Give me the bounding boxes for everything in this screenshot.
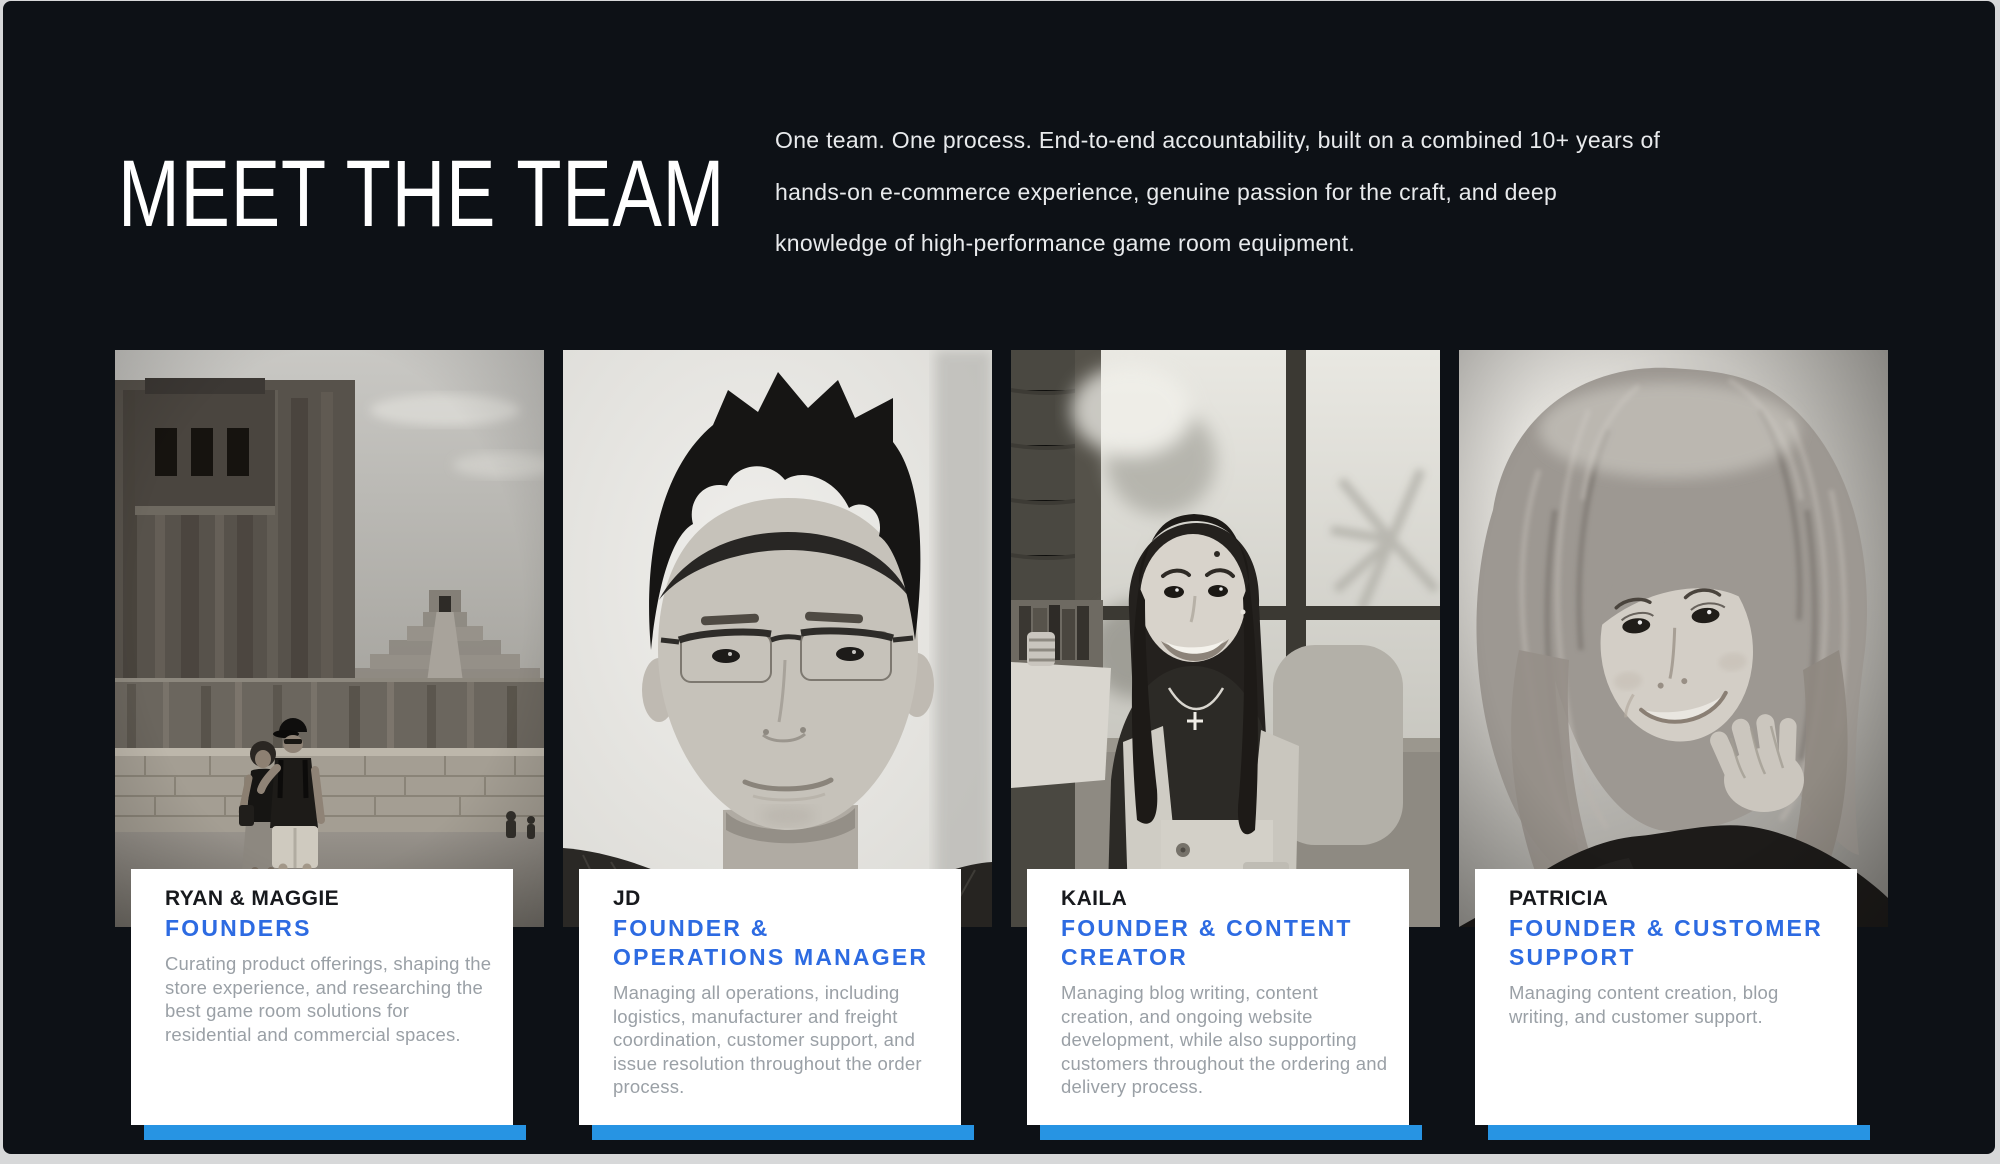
member-description: Managing content creation, blog writing, and customer support.	[1509, 982, 1779, 1027]
team-card-jd	[563, 350, 992, 1140]
accent-bar	[1488, 1125, 1870, 1140]
member-role: FOUNDERS	[165, 915, 312, 941]
member-info-card	[1027, 869, 1409, 1125]
patricia-photo	[1459, 350, 1888, 927]
intro-line-3: knowledge of high-performance game room equipment.	[775, 230, 1356, 256]
section-intro	[775, 115, 1875, 270]
member-name: RYAN & MAGGIE	[165, 887, 339, 910]
accent-bar	[1040, 1125, 1422, 1140]
member-role: FOUNDER & OPERATIONS MANAGER	[613, 915, 929, 970]
ryan-maggie-photo	[115, 350, 544, 927]
kaila-photo	[1011, 350, 1440, 927]
member-description: Managing all operations, including logistics, manufacturer and freight coordination, customer support, and issue resolution throughout the order process.	[613, 982, 922, 1097]
section-title: MEET THE TEAM	[118, 141, 726, 247]
member-info-card	[131, 869, 513, 1125]
member-role: FOUNDER & CONTENT CREATOR	[1061, 915, 1353, 970]
member-name: JD	[613, 887, 641, 910]
team-card-kaila	[1011, 350, 1440, 1140]
accent-bar	[592, 1125, 974, 1140]
team-card-patricia	[1459, 350, 1888, 1140]
member-role: FOUNDER & CUSTOMER SUPPORT	[1509, 915, 1823, 970]
meet-the-team-section	[3, 1, 1995, 1154]
member-description: Curating product offerings, shaping the store experience, and researching the best game room solutions for residential and commercial spaces.	[165, 953, 492, 1045]
intro-line-2: hands-on e-commerce experience, genuine passion for the craft, and deep	[775, 178, 1558, 205]
jd-photo	[563, 350, 992, 927]
member-description: Managing blog writing, content creation, and ongoing website development, while also supporting customers throughout the ordering and delivery process.	[1061, 982, 1388, 1097]
member-info-card	[579, 869, 961, 1125]
team-card-ryan-maggie	[115, 350, 544, 1140]
team-grid	[115, 350, 1888, 1140]
accent-bar	[144, 1125, 526, 1140]
member-name: PATRICIA	[1509, 887, 1609, 910]
member-info-card	[1475, 869, 1857, 1125]
member-name: KAILA	[1061, 887, 1128, 910]
intro-line-1: One team. One process. End-to-end accountability, built on a combined 10+ years of	[775, 127, 1661, 153]
